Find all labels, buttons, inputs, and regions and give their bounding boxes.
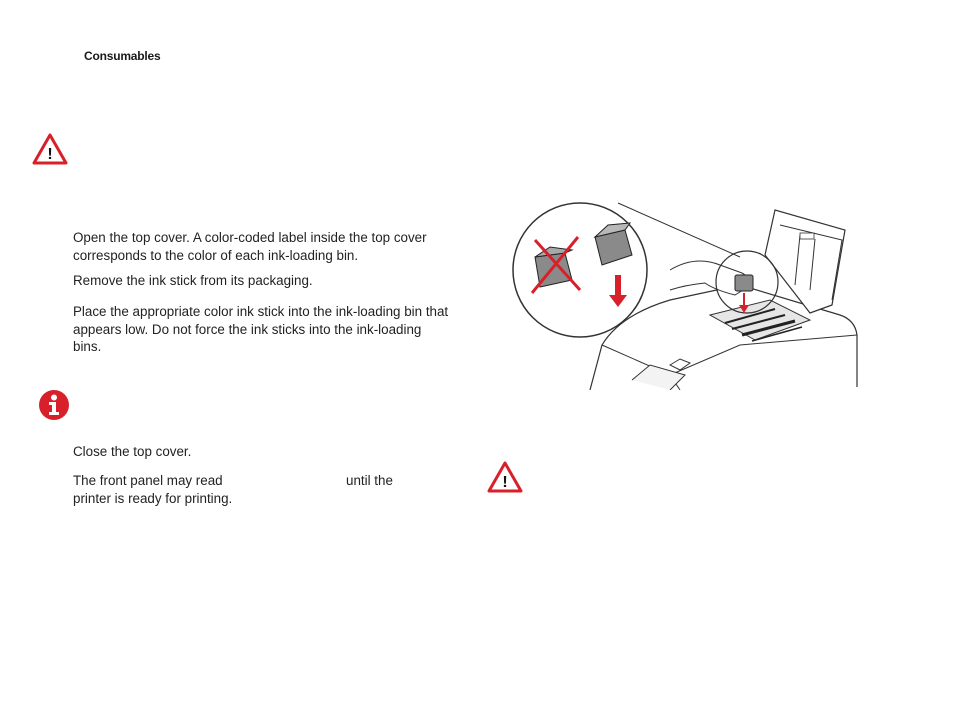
step-close-top-cover: Close the top cover. — [73, 444, 192, 459]
step-open-top-cover: Open the top cover. A color-coded label inside the top cover corresponds to the color of each ink-loading bin. — [73, 230, 427, 263]
step-front-panel-text: The front panel may read — [73, 473, 223, 488]
caution-triangle-icon — [487, 461, 523, 493]
step-front-panel-line2: printer is ready for printing. — [73, 491, 233, 506]
step-remove-ink-stick: Remove the ink stick from its packaging. — [73, 273, 313, 288]
section-title: Consumables — [84, 49, 161, 63]
step-front-panel-until: until the — [346, 473, 393, 488]
svg-text:!: ! — [502, 474, 508, 491]
svg-text:!: ! — [47, 146, 53, 163]
caution-triangle-icon — [32, 133, 68, 165]
printer-ink-loading-illustration — [510, 195, 860, 390]
step-place-ink-stick: Place the appropriate color ink stick into the ink-loading bin that appears low. Do not force the ink sticks into the ink-loading bins. — [73, 304, 449, 354]
information-icon — [38, 389, 70, 421]
